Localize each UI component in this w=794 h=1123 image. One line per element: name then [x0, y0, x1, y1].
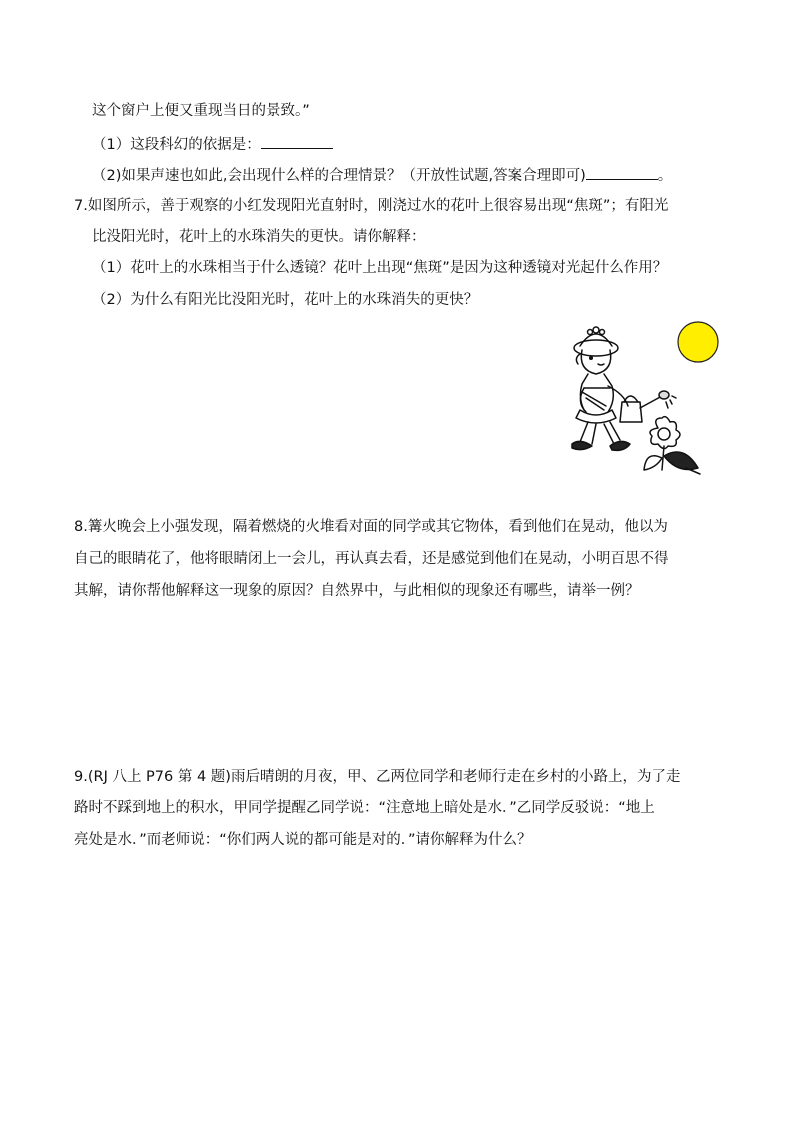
q9-line3: 亮处是水．”而老师说：“你们两人说的都可能是对的．”请你解释为什么？	[74, 832, 532, 848]
answer-blank[interactable]	[586, 163, 658, 180]
q6-sub1	[92, 132, 333, 156]
q8-line2: 自己的眼睛花了，他将眼睛闭上一会儿，再认真去看，还是感觉到他们在晃动，小明百思不得	[74, 551, 669, 567]
q9-line2: 路时不踩到地上的积水，甲同学提醒乙同学说：“注意地上暗处是水．”乙同学反驳说：“地上	[74, 800, 655, 816]
q7-line2: 比没阳光时，花叶上的水珠消失的更快。请你解释：	[92, 229, 426, 245]
q7-sub2: （2）为什么有阳光比没阳光时，花叶上的水珠消失的更快？	[92, 292, 479, 308]
q9-line1: 9.(RJ 八上 P76 第 4 题)雨后晴朗的月夜，甲、乙两位同学和老师行走在乡村的小路上，为了走	[74, 769, 681, 785]
q7-sub1: （1）花叶上的水珠相当于什么透镜？花叶上出现“焦斑”是因为这种透镜对光起什么作用？	[92, 260, 668, 276]
q6-sub2	[92, 163, 672, 187]
q8-line3: 其解，请你帮他解释这一现象的原因？自然界中，与此相似的现象还有哪些，请举一例？	[74, 583, 640, 599]
q6-sub2-text: （2)如果声速也如此,会出现什么样的合理情景？（开放性试题,答案合理即可)	[92, 168, 586, 184]
q6-continuation: 这个窗户上便又重现当日的景致。”	[92, 103, 310, 119]
answer-blank[interactable]	[261, 132, 333, 149]
q6-sub2-end: 。	[657, 168, 673, 184]
girl-watering-flower-illustration	[566, 318, 726, 478]
q6-sub1-text: （1）这段科幻的依据是：	[92, 137, 261, 153]
q8-line1: 8.篝火晚会上小强发现，隔着燃烧的火堆看对面的同学或其它物体，看到他们在晃动，他以为	[74, 519, 668, 535]
sun-icon	[678, 322, 718, 362]
q7-line1: 7.如图所示，善于观察的小红发现阳光直射时，刚浇过水的花叶上很容易出现“焦斑”；有阳光	[74, 198, 669, 214]
